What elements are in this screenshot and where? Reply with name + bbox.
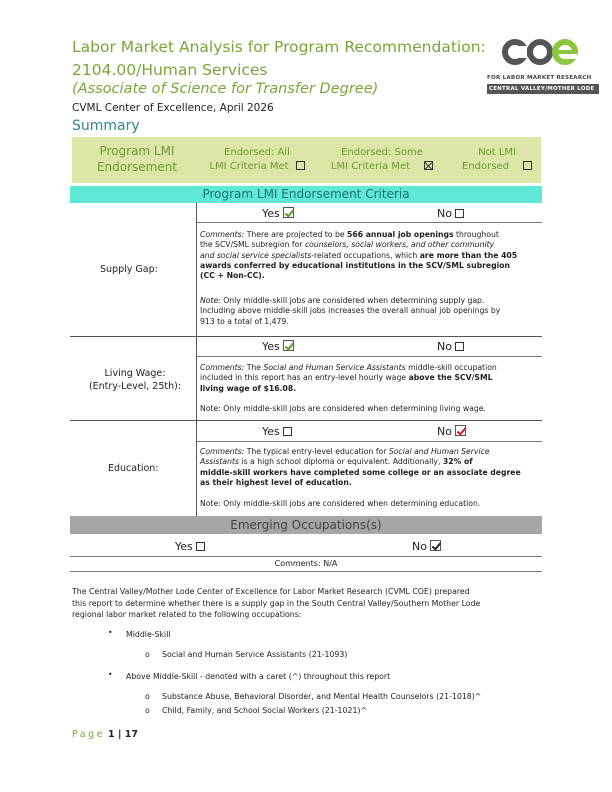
coe-logo-mark xyxy=(487,37,599,67)
emerging-yes-checkbox[interactable] xyxy=(196,542,205,551)
logo-region: CENTRAL VALLEY/MOTHER LODE xyxy=(487,84,599,94)
summary-heading: Summary xyxy=(72,118,140,134)
living-wage-label-1: Living Wage: xyxy=(104,368,166,379)
supply-gap-comments: Comments: There are projected to be 566 annual job openings throughout the SCV/SML subregion for counselors, social workers, and other community and social service specialists-related occupations, which are more than the 405 awards conferred by educational institutions in the SCV/SML subregion (CC + Non-CC). xyxy=(200,230,518,281)
option-all-line2: LMI Criteria Met xyxy=(209,161,289,172)
emerging-heading: Emerging Occupations(s) xyxy=(70,516,542,534)
endorsement-label: Program LMI Endorsement xyxy=(96,144,178,174)
edu-yes[interactable] xyxy=(262,425,292,438)
sub-bullet-1: o xyxy=(145,650,150,659)
wage-yes[interactable] xyxy=(262,340,294,353)
title-line-1: Labor Market Analysis for Program Recommendation: xyxy=(72,38,486,56)
option-some-checkbox[interactable] xyxy=(424,161,433,170)
coe-logo xyxy=(487,37,599,97)
option-some-line1: Endorsed: Some xyxy=(341,147,423,158)
supply-yes[interactable] xyxy=(262,207,294,220)
option-all[interactable] xyxy=(202,146,312,174)
supply-no[interactable] xyxy=(437,207,464,220)
option-all-checkbox[interactable] xyxy=(296,161,305,170)
living-wage-note: Note: Only middle-skill jobs are considered when determining living wage. xyxy=(200,404,486,413)
intro-paragraph xyxy=(72,586,542,621)
emerging-yes-label: Yes xyxy=(175,540,193,553)
sub-item-social-workers: Child, Family, and School Social Workers (21-1021)^ xyxy=(162,706,367,715)
education-note: Note: Only middle-skill jobs are considered when determining education. xyxy=(200,499,481,508)
logo-tagline: FOR LABOR MARKET RESEARCH xyxy=(487,75,592,81)
education-comments: Comments: The typical entry-level education for Social and Human Service Assistants is a high school diploma or equivalent. Additionally, 32% of middle-skill workers have completed some college or an associate degree as their highest level of education. xyxy=(200,447,521,487)
edu-yes-checkbox[interactable] xyxy=(283,427,292,436)
bullet-above-middle-skill: Above Middle-Skill - denoted with a caret (^) throughout this report xyxy=(126,672,391,681)
option-some[interactable] xyxy=(322,146,442,174)
supply-yes-label: Yes xyxy=(262,207,280,220)
supply-gap-note: Note: Only middle-skill jobs are considered when determining supply gap. Including above middle-skill jobs increases the overall annual job openings by 913 to a total of 1,479. xyxy=(200,296,501,326)
sub-bullet-2: o xyxy=(145,692,150,701)
living-wage-label-2: (Entry-Level, 25th): xyxy=(88,381,182,392)
intro-line-2: this report to determine whether there is a supply gap in the South Central Valley/Southern Mother Lode xyxy=(72,598,481,608)
edu-no-check-icon[interactable] xyxy=(455,425,466,436)
intro-line-3: regional labor market related to the following occupations: xyxy=(72,610,302,619)
emerging-comments: Comments: N/A xyxy=(274,559,338,568)
supply-gap-label: Supply Gap: xyxy=(100,264,158,275)
wage-no[interactable] xyxy=(437,340,464,353)
subtitle: (Associate of Science for Transfer Degree) xyxy=(72,81,379,97)
emerging-yes[interactable] xyxy=(175,540,205,553)
title-line-2: 2104.00/Human Services xyxy=(72,61,268,79)
sub-bullet-3: o xyxy=(145,706,150,715)
option-all-line1: Endorsed: All xyxy=(224,147,290,158)
wage-yes-label: Yes xyxy=(262,340,280,353)
emerging-no-label: No xyxy=(412,540,427,553)
wage-no-checkbox[interactable] xyxy=(455,342,464,351)
page-word: Page xyxy=(72,729,105,740)
bullet-dot-2: • xyxy=(108,670,113,679)
sub-item-assistants: Social and Human Service Assistants (21-1093) xyxy=(162,650,348,659)
living-wage-comments: Comments: The Social and Human Service Assistants middle-skill occupation included in this report has an entry-level hourly wage above the SCV/SML living wage of $16.08. xyxy=(200,363,497,393)
wage-yes-check-icon[interactable] xyxy=(283,340,294,351)
education-label: Education: xyxy=(108,463,159,474)
page-footer xyxy=(72,729,138,740)
edu-no[interactable] xyxy=(437,425,466,438)
option-some-line2: LMI Criteria Met xyxy=(330,161,411,172)
supply-yes-check-icon[interactable] xyxy=(283,207,294,218)
bullet-dot-1: • xyxy=(108,628,113,637)
emerging-no-check-icon[interactable] xyxy=(430,540,441,551)
emerging-no[interactable] xyxy=(412,540,441,553)
option-not[interactable] xyxy=(454,146,540,174)
page-number: 1 | 17 xyxy=(108,729,138,740)
supply-no-checkbox[interactable] xyxy=(455,209,464,218)
org-date: CVML Center of Excellence, April 2026 xyxy=(72,102,274,114)
criteria-heading: Program LMI Endorsement Criteria xyxy=(70,186,542,203)
edu-yes-label: Yes xyxy=(262,425,280,438)
option-not-line2: Endorsed xyxy=(462,161,509,172)
wage-no-label: No xyxy=(437,340,452,353)
edu-no-label: No xyxy=(437,425,452,438)
intro-line-1: The Central Valley/Mother Lode Center of Excellence for Labor Market Research (CVML COE) prepared xyxy=(72,587,470,596)
bullet-middle-skill: Middle-Skill xyxy=(126,630,171,639)
option-not-line1: Not LMI xyxy=(478,147,516,158)
living-wage-label xyxy=(76,367,194,393)
supply-no-label: No xyxy=(437,207,452,220)
endorsement-box xyxy=(72,137,541,183)
sub-item-counselors: Substance Abuse, Behavioral Disorder, and Mental Health Counselors (21-1018)^ xyxy=(162,692,482,701)
option-not-checkbox[interactable] xyxy=(523,161,532,170)
